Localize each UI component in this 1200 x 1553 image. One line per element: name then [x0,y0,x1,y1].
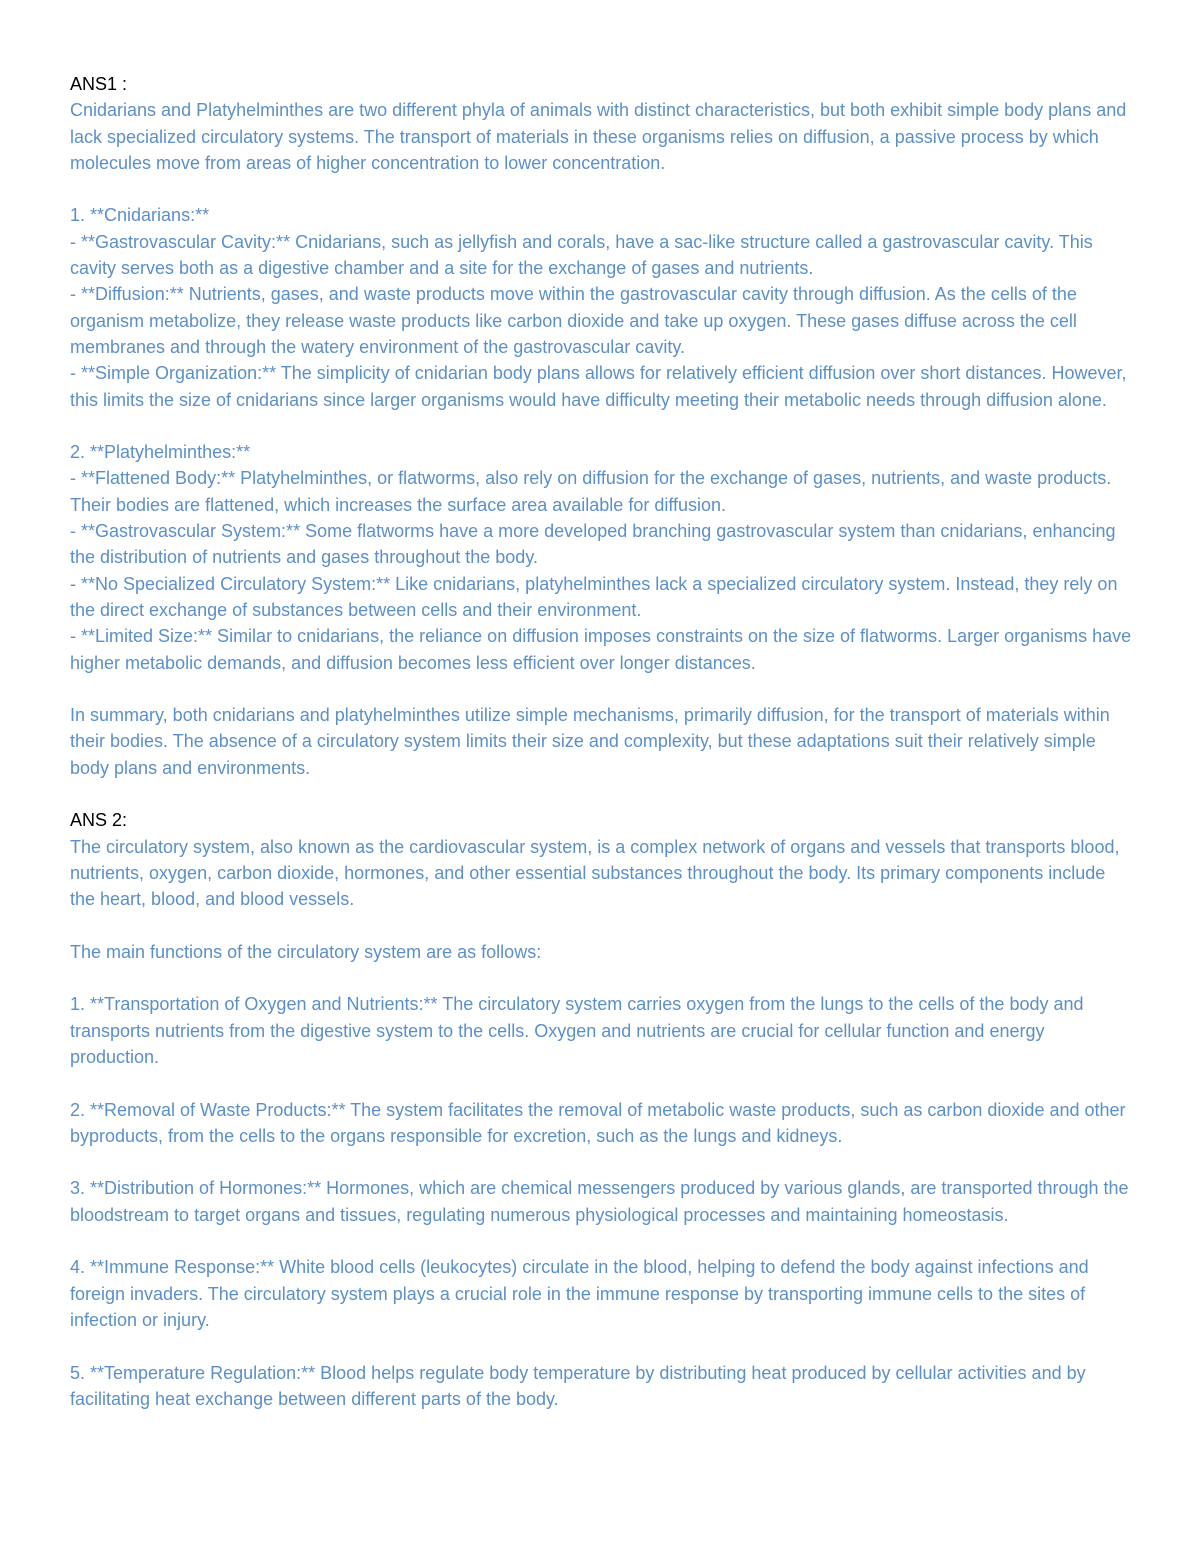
function-item: 4. **Immune Response:** White blood cells (leukocytes) circulate in the blood, helping to defend the body against infections and foreign invaders. The circulatory system plays a crucial role in the immune response by transporting immune cells to the sites of infection or injury. [70,1257,1089,1330]
platyhelminthes-point: - **No Specialized Circulatory System:** Like cnidarians, platyhelminthes lack a specialized circulatory system. Instead, they rely on the direct exchange of substances between cells and their environment. [70,573,1118,620]
platyhelminthes-point: - **Flattened Body:** Platyhelminthes, or flatworms, also rely on diffusion for the exchange of gases, nutrients, and waste products. Their bodies are flattened, which increases the surface area available for diffusion. [70,468,1112,515]
cnidarians-point: - **Diffusion:** Nutrients, gases, and waste products move within the gastrovascular cavity through diffusion. As the cells of the organism metabolize, they release waste products like carbon dioxide and take up oxygen. These gases diffuse across the cell membranes and through the watery environment of the gastrovascular cavity. [70,284,1077,357]
platyhelminthes-point: - **Limited Size:** Similar to cnidarians, the reliance on diffusion imposes constraints on the size of flatworms. Larger organisms have higher metabolic demands, and diffusion becomes less efficient over longer distances. [70,626,1132,673]
function-item: 2. **Removal of Waste Products:** The system facilitates the removal of metabolic waste products, such as carbon dioxide and other byproducts, from the cells to the organs responsible for excretion, such as the lungs and kidneys. [70,1099,1126,1146]
spacer [70,1070,1135,1096]
spacer [70,1228,1135,1254]
cnidarians-point: - **Simple Organization:** The simplicity of cnidarian body plans allows for relatively efficient diffusion over short distances. However, this limits the size of cnidarians since larger organisms would have difficulty meeting their metabolic needs through diffusion alone. [70,363,1127,410]
document-page [70,71,1135,1412]
spacer [70,176,1135,202]
spacer [70,913,1135,939]
ans2-functions-intro: The main functions of the circulatory system are as follows: [70,941,542,962]
function-item: 1. **Transportation of Oxygen and Nutrients:** The circulatory system carries oxygen from the lungs to the cells of the body and transports nutrients from the digestive system to the cells. Oxygen and nutrients are crucial for cellular function and energy production. [70,994,1084,1067]
ans1-intro: Cnidarians and Platyhelminthes are two different phyla of animals with distinct characteristics, but both exhibit simple body plans and lack specialized circulatory systems. The transport of materials in these organisms relies on diffusion, a passive process by which molecules move from areas of higher concentration to lower concentration. [70,100,1127,173]
spacer [70,781,1135,807]
spacer [70,1149,1135,1175]
spacer [70,965,1135,991]
ans2-heading: ANS 2: [70,810,128,831]
function-item: 5. **Temperature Regulation:** Blood helps regulate body temperature by distributing heat produced by cellular activities and by facilitating heat exchange between different parts of the body. [70,1362,1086,1409]
platyhelminthes-title: 2. **Platyhelminthes:** [70,442,251,463]
spacer [70,1333,1135,1359]
cnidarians-title: 1. **Cnidarians:** [70,205,210,226]
function-item: 3. **Distribution of Hormones:** Hormones, which are chemical messengers produced by various glands, are transported through the bloodstream to target organs and tissues, regulating numerous physiological processes and maintaining homeostasis. [70,1178,1129,1225]
ans2-intro: The circulatory system, also known as the cardiovascular system, is a complex network of organs and vessels that transports blood, nutrients, oxygen, carbon dioxide, hormones, and other essential substances throughout the body. Its primary components include the heart, blood, and blood vessels. [70,836,1120,910]
spacer [70,676,1135,702]
platyhelminthes-point: - **Gastrovascular System:** Some flatworms have a more developed branching gastrovascular system than cnidarians, enhancing the distribution of nutrients and gases throughout the body. [70,521,1116,568]
ans1-summary: In summary, both cnidarians and platyhelminthes utilize simple mechanisms, primarily diffusion, for the transport of materials within their bodies. The absence of a circulatory system limits their size and complexity, but these adaptations suit their relatively simple body plans and environments. [70,705,1110,778]
ans1-heading: ANS1 : [70,74,128,94]
spacer [70,413,1135,439]
cnidarians-point: - **Gastrovascular Cavity:** Cnidarians, such as jellyfish and corals, have a sac-like structure called a gastrovascular cavity. This cavity serves both as a digestive chamber and a site for the exchange of gases and nutrients. [70,231,1093,279]
